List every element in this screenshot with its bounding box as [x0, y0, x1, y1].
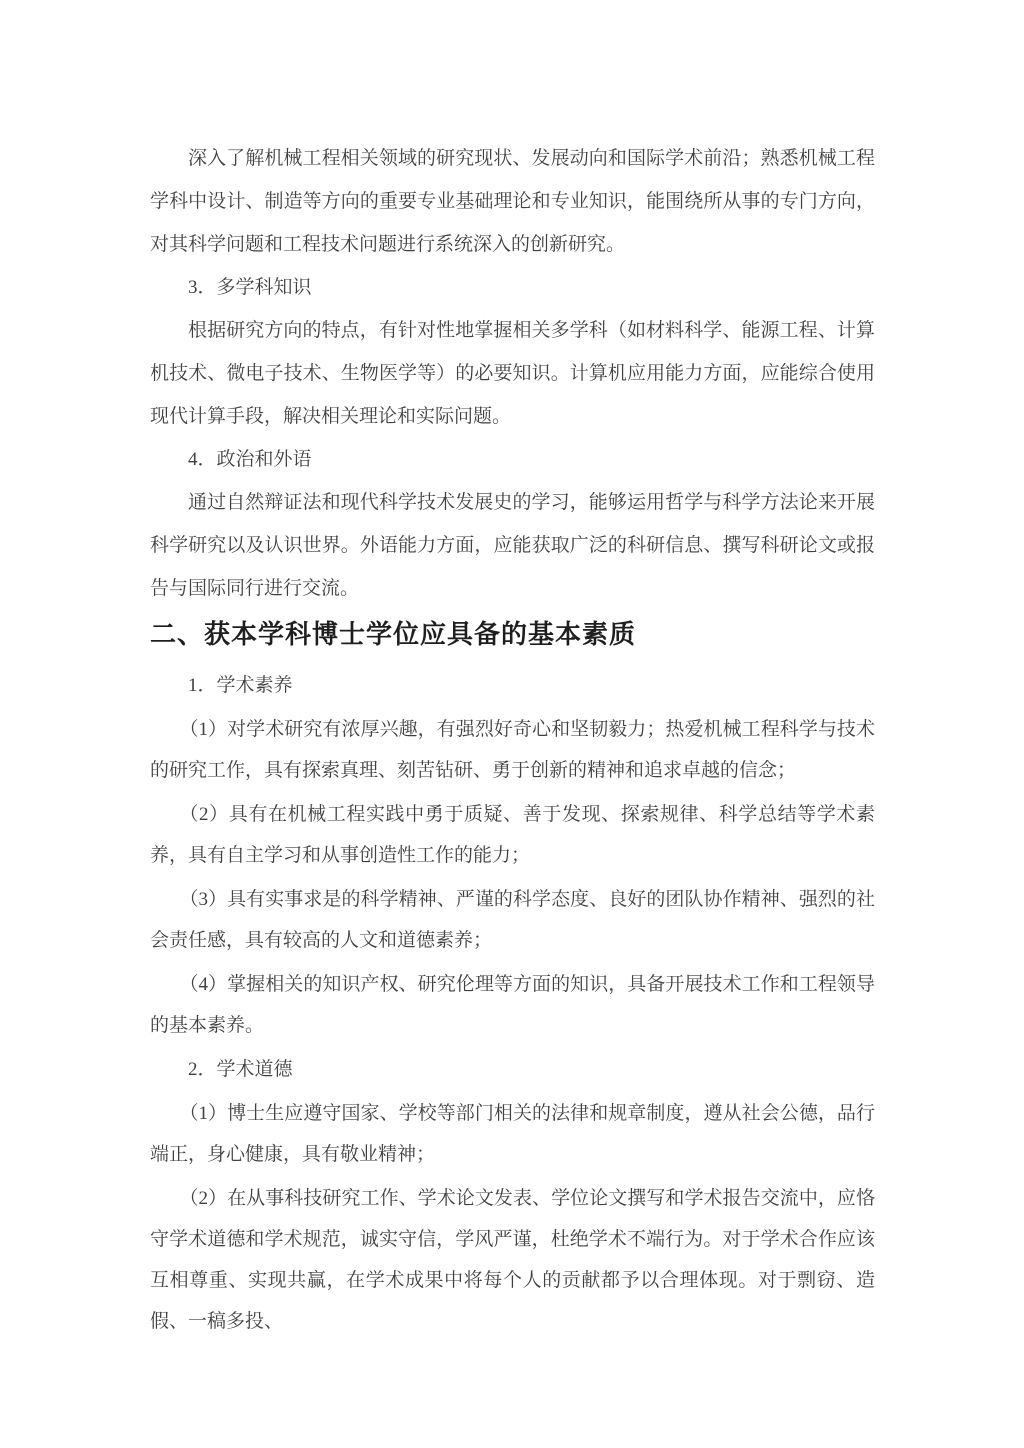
paragraph-academic-ethics-item-1: （1）博士生应遵守国家、学校等部门相关的法律和规章制度，遵从社会公德，品行端正，身心健康，具有敬业精神； [150, 1103, 875, 1165]
paragraph-academic-literacy-item-3: （3）具有实事求是的科学精神、严谨的科学态度、良好的团队协作精神、强烈的社会责任感，具有较高的人文和道德素养； [150, 889, 875, 951]
subsection-title-academic-ethics: 2．学术道德 [188, 1059, 293, 1080]
paragraph-multidisciplinary-knowledge: 根据研究方向的特点，有针对性地掌握相关多学科（如材料科学、能源工程、计算机技术、微电子技术、生物医学等）的必要知识。计算机应用能力方面，应能综合使用现代计算手段，解决相关理论和实际问题。 [150, 320, 875, 427]
paragraph-politics-and-foreign-language: 通过自然辩证法和现代科学技术发展史的学习，能够运用哲学与科学方法论来开展科学研究以及认识世界。外语能力方面，应能获取广泛的科研信息、撰写科研论文或报告与国际同行进行交流。 [150, 492, 875, 599]
paragraph-academic-literacy-item-1: （1）对学术研究有浓厚兴趣，有强烈好奇心和坚韧毅力；热爱机械工程科学与技术的研究工作，具有探索真理、刻苦钻研、勇于创新的精神和追求卓越的信念； [150, 719, 875, 781]
section-knowledge-requirements [150, 137, 875, 610]
paragraph-professional-knowledge: 深入了解机械工程相关领域的研究现状、发展动向和国际学术前沿；熟悉机械工程学科中设计、制造等方向的重要专业基础理论和专业知识，能围绕所从事的专门方向，对其科学问题和工程技术问题进行系统深入的创新研究。 [150, 148, 875, 255]
paragraph-academic-literacy-item-4: （4）掌握相关的知识产权、研究伦理等方面的知识，具备开展技术工作和工程领导的基本素养。 [150, 974, 875, 1036]
item-title-multidisciplinary-knowledge: 3．多学科知识 [188, 277, 312, 298]
section-basic-qualities [150, 665, 875, 1342]
section-heading-basic-qualities: 二、获本学科博士学位应具备的基本素质 [150, 619, 637, 649]
paragraph-academic-literacy-item-2: （2）具有在机械工程实践中勇于质疑、善于发现、探索规律、科学总结等学术素养，具有自主学习和从事创造性工作的能力； [150, 804, 875, 866]
subsection-title-academic-literacy: 1．学术素养 [188, 675, 293, 696]
item-title-politics-and-foreign-language: 4．政治和外语 [188, 449, 312, 470]
paragraph-academic-ethics-item-2: （2）在从事科技研究工作、学术论文发表、学位论文撰写和学术报告交流中，应恪守学术道德和学术规范，诚实守信，学风严谨，杜绝学术不端行为。对于学术合作应该互相尊重、实现共赢，在学术成果中将每个人的贡献都予以合理体现。对于剽窃、造假、一稿多投、 [150, 1188, 875, 1332]
